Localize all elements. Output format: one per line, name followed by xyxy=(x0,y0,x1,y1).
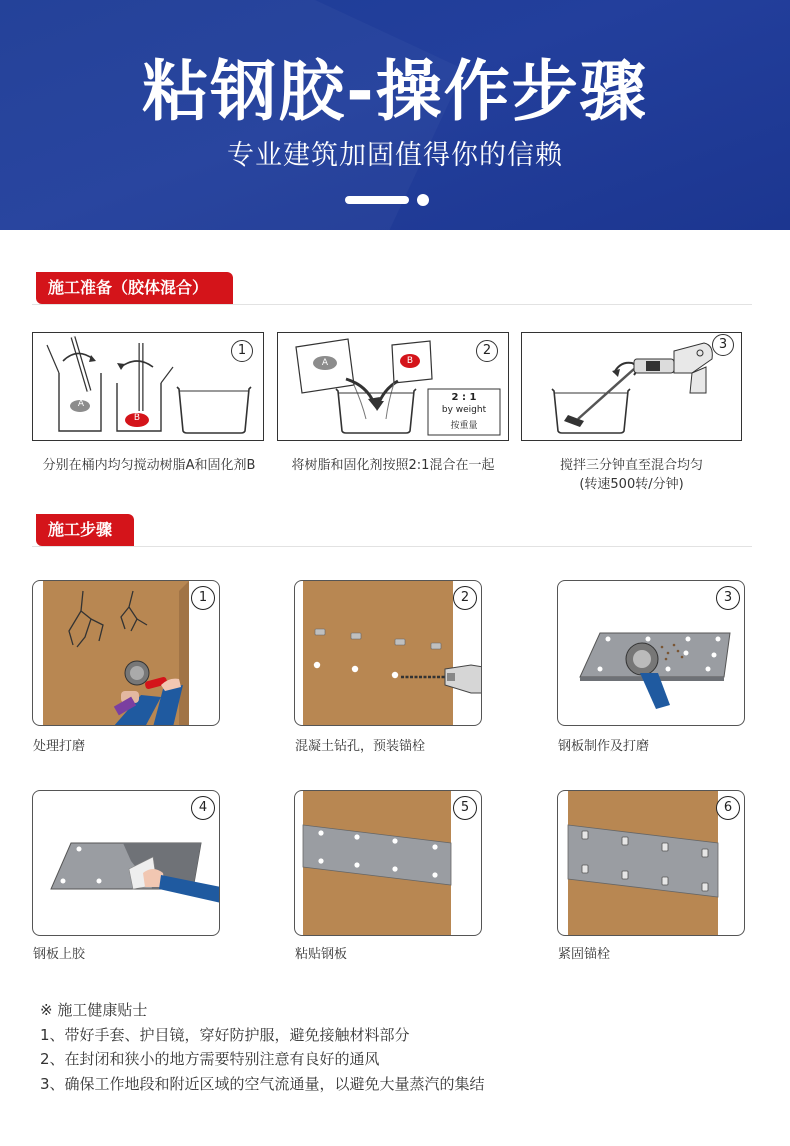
construction-caption-6: 紧固锚栓 xyxy=(558,947,611,962)
step-number-badge: 1 xyxy=(191,586,215,610)
construction-illustration-4 xyxy=(32,790,220,936)
step-number-badge: 3 xyxy=(712,334,734,356)
section-heading-prep: 施工准备（胶体混合） xyxy=(36,272,233,304)
prep-caption-1: 分别在桶内均匀搅动树脂A和固化剂B xyxy=(42,458,256,473)
bucket-b-label: B xyxy=(133,413,141,423)
construction-illustration-3 xyxy=(557,580,745,726)
construction-caption-1: 处理打磨 xyxy=(33,739,86,754)
construction-illustration-6 xyxy=(557,790,745,936)
construction-caption-5: 粘贴钢板 xyxy=(295,947,348,962)
step-number-badge: 2 xyxy=(476,340,498,362)
section-divider xyxy=(32,304,752,305)
construction-caption-3: 钢板制作及打磨 xyxy=(558,739,650,754)
page-title: 粘钢胶-操作步骤 xyxy=(142,53,648,130)
bucket-a-label: A xyxy=(77,399,85,409)
header-banner xyxy=(0,0,790,230)
tip-item: 1、带好手套、护目镜，穿好防护服，避免接触材料部分 xyxy=(40,1025,410,1044)
page-subtitle: 专业建筑加固值得你的信赖 xyxy=(227,140,563,171)
decorative-bar xyxy=(345,196,409,204)
prep-caption-3b: (转速500转/分钟) xyxy=(579,477,684,492)
tip-item: 3、确保工作地段和附近区域的空气流通量，以避免大量蒸汽的集结 xyxy=(40,1074,485,1093)
construction-illustration-1 xyxy=(32,580,220,726)
section-heading-construction: 施工步骤 xyxy=(36,514,134,546)
section-divider xyxy=(32,546,752,547)
construction-illustration-5 xyxy=(294,790,482,936)
prep-illustration-3 xyxy=(521,332,742,441)
tips-title: ※ 施工健康贴士 xyxy=(40,1001,148,1019)
ratio-text: 2 : 1 xyxy=(451,392,477,403)
prep-caption-2: 将树脂和固化剂按照2:1混合在一起 xyxy=(291,458,495,473)
step-number-badge: 4 xyxy=(191,796,215,820)
health-tips xyxy=(40,998,485,1096)
construction-caption-2: 混凝土钻孔，预装锚栓 xyxy=(295,739,426,754)
prep-illustration-2 xyxy=(277,332,509,441)
step-number-badge: 3 xyxy=(716,586,740,610)
decorative-dot xyxy=(417,194,429,206)
step-number-badge: 1 xyxy=(231,340,253,362)
ratio-chinese-text: 按重量 xyxy=(450,421,478,431)
ratio-english-text: by weight xyxy=(441,405,487,415)
construction-caption-4: 钢板上胶 xyxy=(33,947,86,962)
prep-caption-3a: 搅拌三分钟直至混合均匀 xyxy=(559,458,703,473)
construction-illustration-2 xyxy=(294,580,482,726)
drill-mixing-illustration xyxy=(522,333,743,442)
card-b-label: B xyxy=(406,356,414,366)
step-number-badge: 2 xyxy=(453,586,477,610)
tip-item: 2、在封闭和狭小的地方需要特别注意有良好的通风 xyxy=(40,1050,380,1068)
step-number-badge: 6 xyxy=(716,796,740,820)
prep-illustration-1 xyxy=(32,332,264,441)
step-number-badge: 5 xyxy=(453,796,477,820)
card-a-label: A xyxy=(321,358,329,368)
